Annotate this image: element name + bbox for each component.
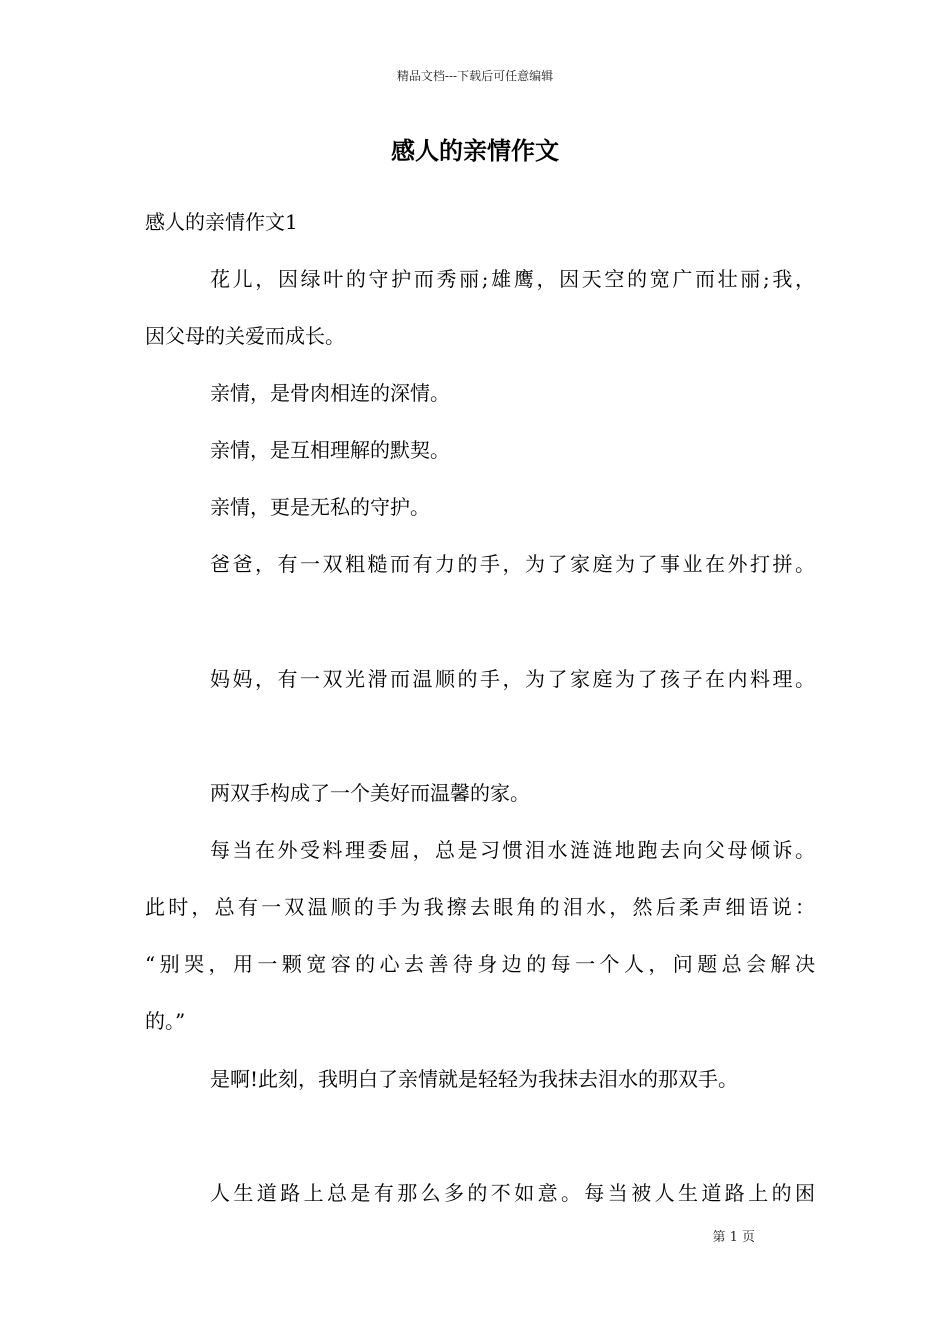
paragraph-line: 每当在外受料理委屈，总是习惯泪水涟涟地跑去向父母倾诉。 [210, 838, 815, 862]
paragraph-line: 是啊!此刻，我明白了亲情就是轻轻为我抹去泪水的那双手。 [210, 1067, 739, 1091]
paragraph-line: 亲情，是骨肉相连的深情。 [210, 381, 450, 405]
document-title: 感人的亲情作文 [391, 136, 559, 165]
paragraph-line: 妈妈，有一双光滑而温顺的手，为了家庭为了孩子在内料理。 [210, 667, 815, 691]
paragraph-line: 此时，总有一双温顺的手为我擦去眼角的泪水，然后柔声细语说： [145, 895, 815, 919]
page-number: 第 1 页 [712, 1230, 755, 1245]
page-header: 精品文档---下载后可任意编辑 [396, 69, 554, 83]
paragraph-line: 亲情，更是无私的守护。 [210, 495, 430, 519]
paragraph-line: 花儿，因绿叶的守护而秀丽;雄鹰，因天空的宽广而壮丽;我， [210, 267, 815, 291]
paragraph-line: 亲情，是互相理解的默契。 [210, 438, 450, 462]
section-heading: 感人的亲情作文1 [145, 210, 298, 234]
paragraph-line: 的。” [145, 1009, 186, 1033]
paragraph-line: 爸爸，有一双粗糙而有力的手，为了家庭为了事业在外打拼。 [210, 552, 815, 576]
paragraph-line: “别哭，用一颗宽容的心去善待身边的每一个人，问题总会解决 [145, 952, 815, 976]
paragraph-line: 人生道路上总是有那么多的不如意。每当被人生道路上的困 [210, 1181, 815, 1205]
paragraph-line: 因父母的关爱而成长。 [145, 324, 345, 348]
paragraph-line: 两双手构成了一个美好而温馨的家。 [210, 781, 530, 805]
